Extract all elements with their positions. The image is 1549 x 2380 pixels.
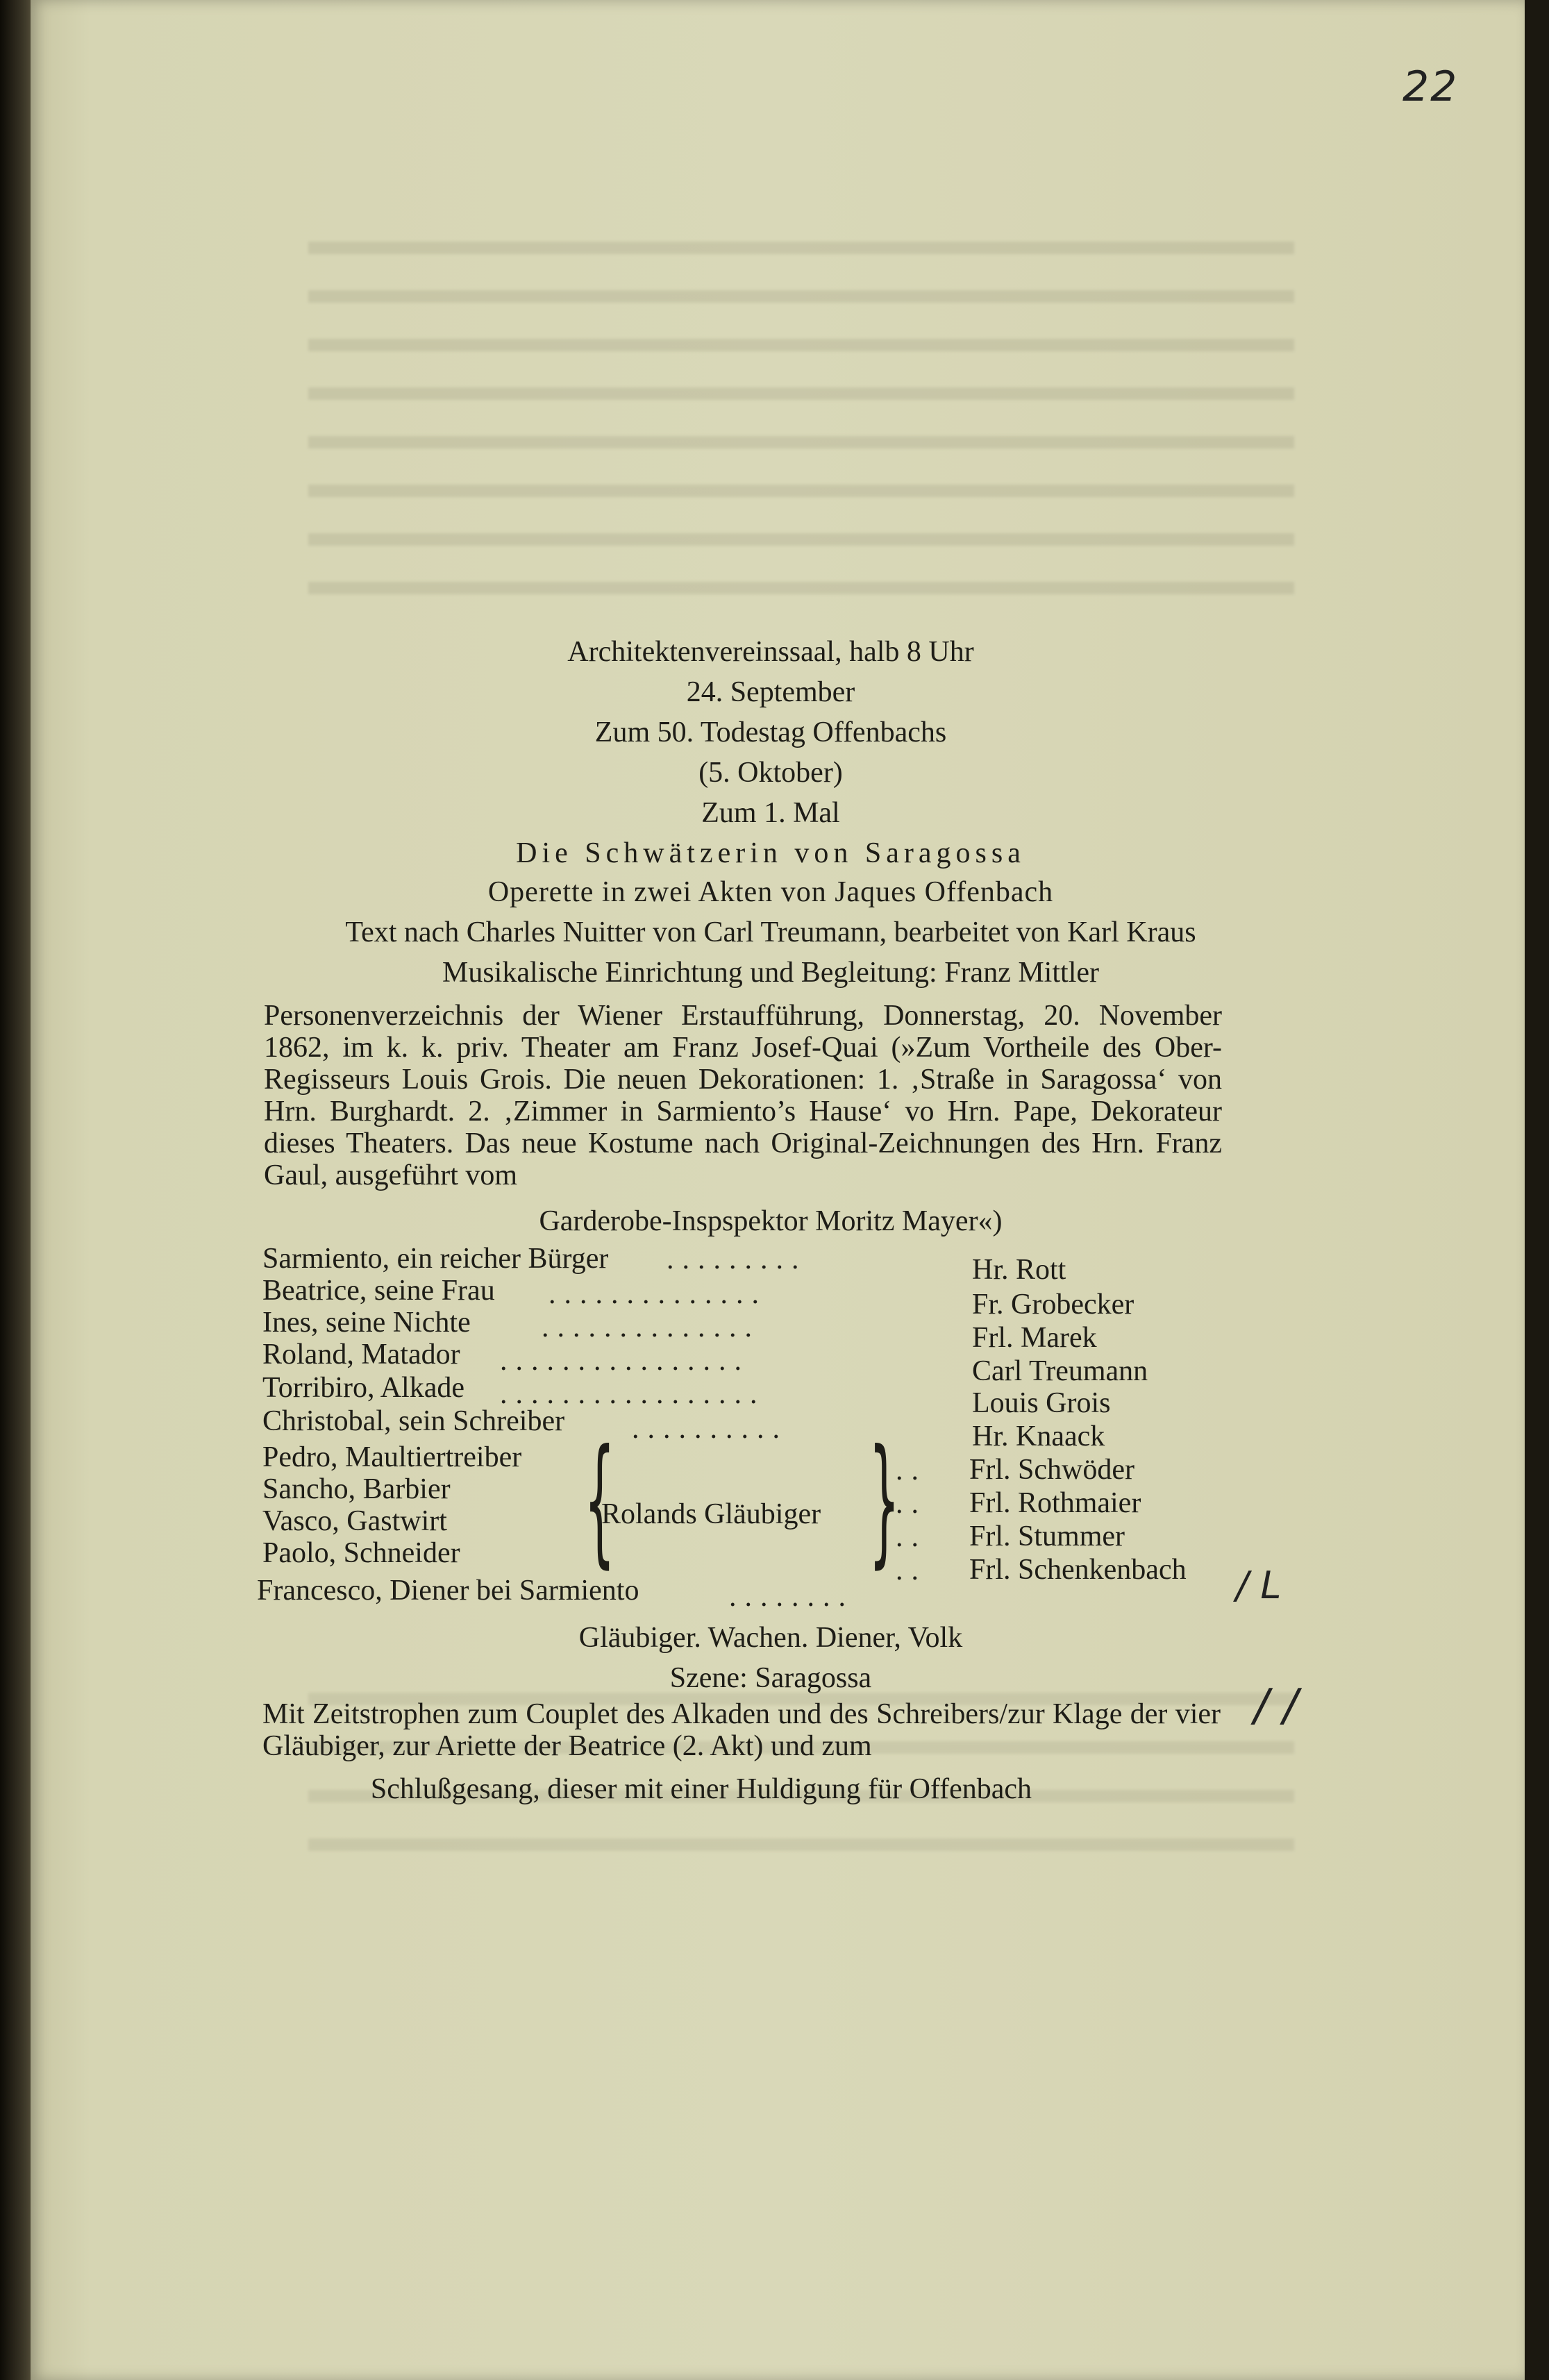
venue-time: Architektenvereinssaal, halb 8 Uhr [567,636,974,668]
show-through-text-bottom [308,1666,1294,1875]
leader-dots: ................ [500,1345,750,1377]
cast-role: Sarmiento, ein reicher Bürger [262,1243,609,1275]
extras-line: Gläubiger. Wachen. Diener, Volk [578,1622,963,1654]
leader-dots: .......... [632,1413,788,1445]
cast-role: Roland, Matador [262,1339,460,1371]
cast-actor: Hr. Knaack [972,1421,1105,1452]
cast-role: Ines, seine Nichte [262,1307,471,1339]
cast-role: Torribiro, Alkade [262,1372,464,1404]
creditor-role: Pedro, Maultiertreiber [262,1441,522,1473]
premiere-note-last: Garderobe-Inspspektor Moritz Mayer«) [539,1205,1003,1237]
cast-actor: Fr. Grobecker [972,1289,1134,1321]
left-brace: { [584,1420,615,1582]
leader-dots: ........ [729,1581,854,1613]
leader-dots: .. [896,1488,927,1520]
text-credit: Text nach Charles Nuitter von Carl Treumann, bearbeitet von Karl Kraus [345,916,1196,948]
closing-note-last: Schlußgesang, dieser mit einer Huldigung für Offenbach [370,1773,1032,1805]
cast-actor: Frl. Marek [972,1322,1097,1354]
cast-actor: Carl Treumann [972,1355,1148,1387]
cast-actor: Louis Grois [972,1387,1111,1419]
creditor-actor: Frl. Rothmaier [969,1487,1141,1519]
creditor-role: Vasco, Gastwirt [262,1505,447,1537]
closing-note: Mit Zeitstrophen zum Couplet des Alkaden und des Schreibers/zur Klage der vier Gläubiger, zur Ariette der Beatrice (2. Akt) und zum [262,1698,1221,1762]
premiere-line: Zum 1. Mal [701,797,840,829]
leader-dots: ................. [500,1378,766,1410]
handwritten-margin-mark: / / [1254,1680,1298,1732]
cast-role: Francesco, Diener bei Sarmiento [257,1575,639,1607]
creditors-label: Rolands Gläubiger [601,1498,821,1530]
scene-line: Szene: Saragossa [669,1662,872,1694]
handwritten-margin-mark: / L [1236,1564,1282,1607]
play-title: Die Schwätzerin von Saragossa [516,837,1025,869]
creditor-actor: Frl. Schwöder [969,1454,1134,1486]
leader-dots: .. [896,1455,927,1486]
date-line: 24. September [686,676,855,708]
creditor-role: Paolo, Schneider [262,1537,460,1569]
cast-role: Christobal, sein Schreiber [262,1405,565,1437]
cast-role: Beatrice, seine Frau [262,1275,495,1307]
leader-dots: .............. [549,1278,767,1310]
cast-actor: Hr. Rott [972,1254,1066,1286]
leader-dots: ......... [667,1243,807,1275]
play-subtitle: Operette in zwei Akten von Jaques Offenbach [487,876,1054,908]
occasion-line: Zum 50. Todestag Offenbachs [594,716,947,748]
show-through-text-top [308,229,1294,618]
right-brace: } [869,1420,900,1582]
creditor-actor: Frl. Stummer [969,1520,1125,1552]
creditor-actor: Frl. Schenkenbach [969,1554,1187,1586]
page-number: 22 [1403,62,1459,111]
music-credit: Musikalische Einrichtung und Begleitung: Franz Mittler [442,957,1099,989]
leader-dots: .............. [542,1311,760,1343]
leader-dots: .. [896,1554,927,1586]
occasion-date: (5. Oktober) [698,757,843,789]
leader-dots: .. [896,1521,927,1553]
creditor-role: Sancho, Barbier [262,1473,451,1505]
premiere-note: Personenverzeichnis der Wiener Erstaufführung, Donnerstag, 20. November 1862, im k. k. priv. Theater am Franz Josef-Quai (»Zum Vortheile des Ober-Regisseurs Louis Grois. Die neuen Dekorationen: 1. ‚Straße in Saragossa‘ von Hrn. Burghardt. 2. ‚Zimmer in Sarmiento’s Hause‘ vo Hrn. Pape, Dekorateur dieses Theaters. Das neue Kostume nach Original-Zeichnungen des Hrn. Franz Gaul, ausgeführt vom [264,1000,1222,1191]
